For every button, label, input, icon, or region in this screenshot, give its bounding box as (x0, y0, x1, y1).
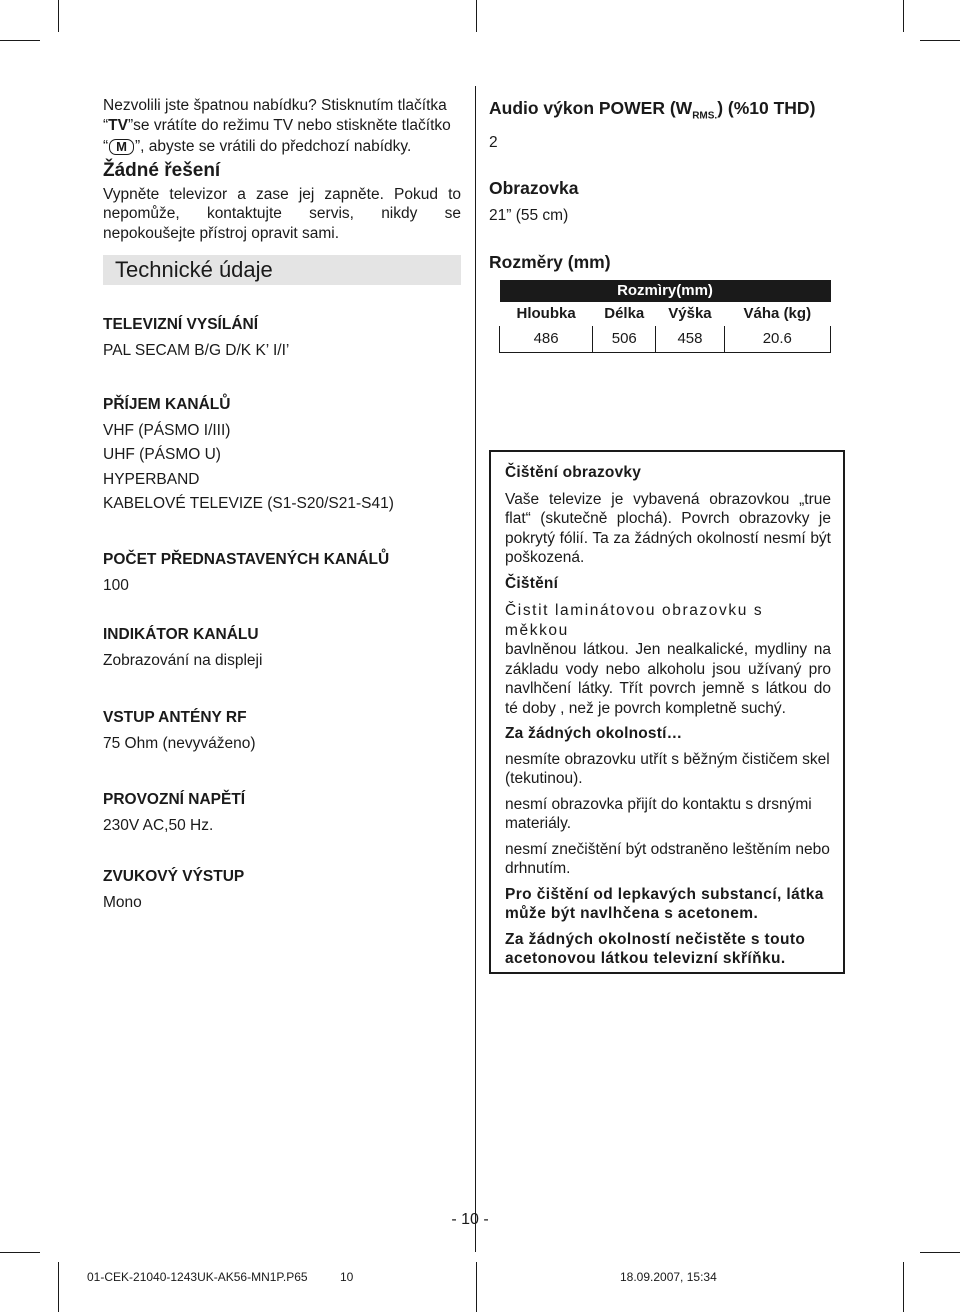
crop-mark (0, 40, 40, 41)
care-rule: nesmí znečištění být odstraněno leštěním nebo drhnutím. (505, 840, 830, 877)
dimensions-header: Hloubka (516, 305, 576, 322)
dimensions-value: 20.6 (724, 326, 830, 353)
crop-mark (58, 0, 59, 32)
spec-heading: VSTUP ANTÉNY RF (103, 708, 247, 726)
dimensions-value: 486 (500, 326, 593, 353)
spec-broadcast (103, 315, 461, 361)
audio-heading-text: Audio výkon POWER (W (489, 98, 693, 118)
dimensions-value: 458 (656, 326, 724, 353)
no-solution-text: Vypněte televizor a zase jej zapněte. Pokud to nepomůže, kontaktujte servis, nikdy se nepokoušejte přístroj opravit sami. (103, 185, 461, 242)
crop-mark (476, 0, 477, 32)
dimensions-table (499, 280, 831, 353)
intro-line-2-text: ”se vrátíte do režimu TV nebo stiskněte tlačítko (127, 116, 451, 134)
spec-value: VHF (PÁSMO I/III) (103, 421, 231, 439)
spec-indicator (103, 625, 461, 671)
audio-heading-tail: ) (%10 THD) (717, 98, 816, 118)
intro-line-3 (103, 137, 461, 157)
footer-page: 10 (340, 1270, 354, 1284)
spec-audio-out (103, 867, 461, 913)
care-rule: nesmíte obrazovku utřít s běžným čističem skel (tekutinou). (505, 750, 830, 787)
crop-mark (920, 40, 960, 41)
spec-value: Zobrazování na displeji (103, 652, 263, 669)
intro-line-1: Nezvolili jste špatnou nabídku? Stisknutím tlačítka (103, 97, 447, 114)
screen-block (489, 176, 849, 226)
quote-open: “ (103, 138, 109, 155)
left-column (103, 96, 461, 912)
spec-value: UHF (PÁSMO U) (103, 446, 221, 463)
audio-heading-sub: RMS. (692, 110, 718, 122)
never-heading: Za žádných okolností… (505, 725, 683, 742)
crop-mark (58, 1262, 59, 1312)
spec-heading: INDIKÁTOR KANÁLU (103, 626, 259, 643)
spec-heading: ZVUKOVÝ VÝSTUP (103, 867, 245, 885)
no-solution-heading: Žádné řešení (103, 159, 221, 181)
footer-file: 01-CEK-21040-1243UK-AK56-MN1P.P65 (87, 1270, 308, 1284)
spec-value: 230V AC,50 Hz. (103, 817, 214, 834)
screen-value: 21” (55 cm) (489, 206, 569, 224)
footer-datetime: 18.09.2007, 15:34 (620, 1270, 717, 1284)
screen-heading: Obrazovka (489, 177, 579, 198)
spec-heading: TELEVIZNÍ VYSÍLÁNÍ (103, 316, 259, 333)
spec-value: 100 (103, 576, 129, 594)
page-number: - 10 - (451, 1211, 489, 1228)
spec-value: HYPERBAND (103, 470, 200, 488)
tech-specs-banner: Technické údaje (103, 255, 461, 285)
spec-antenna (103, 708, 461, 754)
dimensions-header: Váha (kg) (743, 305, 812, 322)
dimensions-block (489, 250, 849, 353)
spec-value: Mono (103, 893, 142, 911)
tv-key-label: TV (108, 116, 128, 134)
care-rule: nesmí obrazovka přijít do kontaktu s drsnými materiály. (505, 795, 812, 832)
spec-presets (103, 550, 461, 596)
spec-voltage (103, 790, 461, 836)
audio-power-value: 2 (489, 133, 498, 151)
column-divider (475, 86, 476, 1252)
spec-channels (103, 395, 461, 514)
spec-value: 75 Ohm (nevyváženo) (103, 734, 256, 752)
audio-power-heading (489, 96, 849, 129)
dimensions-heading: Rozměry (mm) (489, 251, 611, 272)
care-title: Čištění obrazovky (505, 464, 642, 481)
spec-heading: PROVOZNÍ NAPĚTÍ (103, 791, 246, 808)
m-key-icon: M (109, 139, 134, 155)
dimensions-value: 506 (593, 326, 656, 353)
crop-mark (920, 1252, 960, 1253)
care-intro: Vaše televize je vybavená obrazovkou „true flat“ (skutečně plochá). Povrch obrazovky je pokrytý fólií. Ta za žádných okolností nesmí být poškozená. (505, 490, 831, 566)
intro-line-2 (103, 116, 461, 136)
right-column (489, 96, 849, 353)
crop-mark (903, 0, 904, 32)
spec-value: PAL SECAM B/G D/K K’ I/I’ (103, 342, 290, 359)
acetone-warning: Za žádných okolností nečistěte s touto acetonovou látkou televizní skříňku. (505, 930, 806, 967)
spec-heading: POČET PŘEDNASTAVENÝCH KANÁLŮ (103, 550, 390, 568)
crop-mark (476, 1262, 477, 1312)
cleaning-line-1: Čistit laminátovou obrazovku s měkkou (505, 602, 764, 639)
dimensions-header: Výška (668, 305, 712, 322)
cleaning-heading: Čištění (505, 574, 559, 592)
crop-mark (0, 1252, 40, 1253)
crop-mark (903, 1262, 904, 1312)
spec-heading: PŘÍJEM KANÁLŮ (103, 395, 231, 413)
dimensions-header: Délka (604, 305, 645, 322)
spec-value: KABELOVÉ TELEVIZE (S1-S20/S21-S41) (103, 495, 394, 512)
intro-line-3-text: ”, abyste se vrátili do předchozí nabídky. (135, 138, 412, 155)
acetone-note: Pro čištění od lepkavých substancí, látka může být navlhčena s acetonem. (505, 885, 824, 922)
cleaning-text: bavlněnou látkou. Jen nealkalické, mydliny na základu vody nebo alkoholu jsou užívaný pro navlhčení látky. Třít povrch jemně s látkou do té doby , než je povrch kompletně suchý. (505, 641, 831, 717)
screen-care-box (489, 450, 845, 974)
quote-open: “ (103, 116, 109, 134)
dimensions-table-caption: Rozmìry(mm) (500, 280, 831, 302)
